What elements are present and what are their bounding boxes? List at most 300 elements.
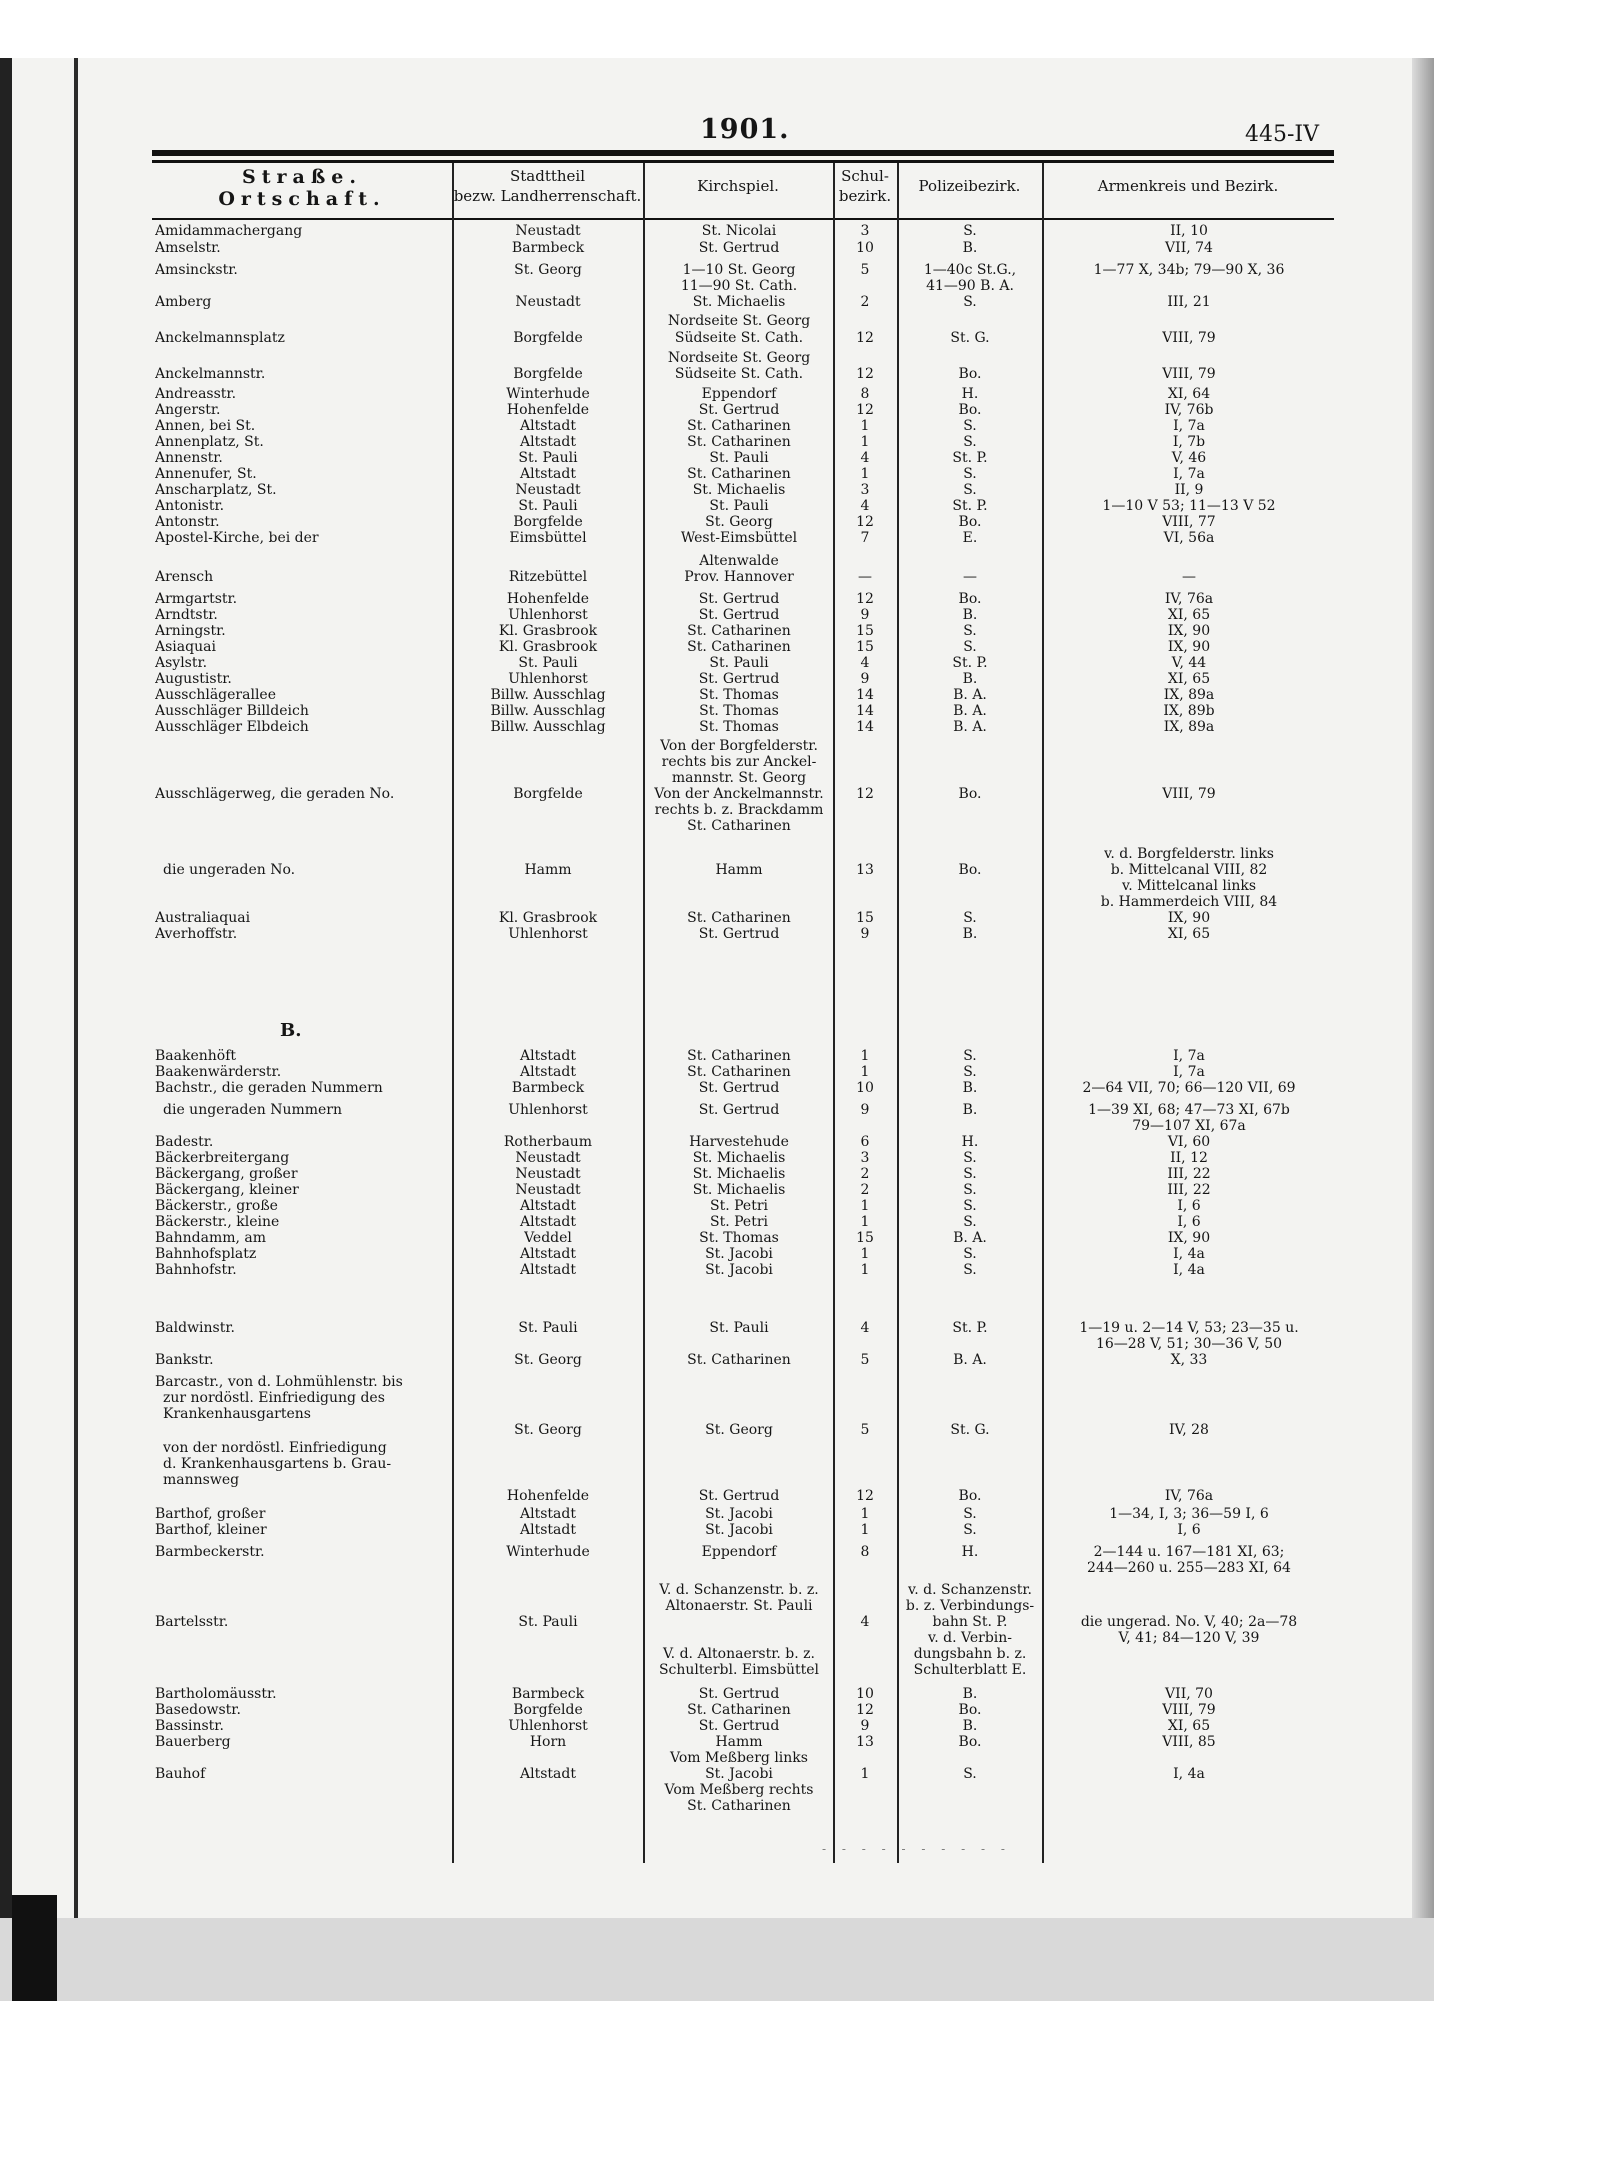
parish-cell: St. Gertrud xyxy=(698,607,780,623)
street-name: Asiaquai xyxy=(155,639,216,655)
street-name: Bahndamm, am xyxy=(155,1230,267,1246)
school-cell: 1 xyxy=(860,1766,870,1782)
parish-cell: Altonaerstr. St. Pauli xyxy=(665,1598,813,1614)
poor-district-cell: IV, 76b xyxy=(1164,402,1214,418)
table-row xyxy=(0,1472,1600,1488)
table-row xyxy=(0,330,1600,346)
police-cell: Bo. xyxy=(958,1702,982,1718)
table-row xyxy=(0,846,1600,862)
police-cell: Bo. xyxy=(958,1734,982,1750)
district-cell: Neustadt xyxy=(515,223,581,239)
district-cell: Veddel xyxy=(524,1230,572,1246)
street-name: Annenstr. xyxy=(155,450,223,466)
scan-corner-mark xyxy=(12,1895,57,2001)
street-name: d. Krankenhausgartens b. Grau- xyxy=(163,1456,392,1472)
parish-cell: St. Jacobi xyxy=(705,1522,773,1538)
poor-district-cell: III, 21 xyxy=(1167,294,1211,310)
police-cell: S. xyxy=(963,1182,977,1198)
table-row xyxy=(0,240,1600,256)
table-row xyxy=(0,607,1600,623)
table-row xyxy=(0,366,1600,382)
table-row xyxy=(0,1734,1600,1750)
school-cell: 12 xyxy=(856,786,874,802)
district-cell: Kl. Grasbrook xyxy=(498,623,598,639)
school-cell: 4 xyxy=(860,655,870,671)
street-name: Ausschläger Elbdeich xyxy=(155,719,309,735)
district-cell: Neustadt xyxy=(515,482,581,498)
police-cell: B. xyxy=(962,1102,978,1118)
police-cell: bahn St. P. xyxy=(932,1614,1008,1630)
school-cell: 4 xyxy=(860,498,870,514)
police-cell: S. xyxy=(963,1766,977,1782)
table-row xyxy=(0,738,1600,754)
poor-district-cell: IV, 76a xyxy=(1164,1488,1214,1504)
table-row xyxy=(0,1750,1600,1766)
poor-district-cell: VIII, 79 xyxy=(1162,786,1216,802)
poor-district-cell: IX, 90 xyxy=(1167,1230,1211,1246)
school-cell: 3 xyxy=(860,223,870,239)
police-cell: B. xyxy=(962,607,978,623)
poor-district-cell: VI, 60 xyxy=(1167,1134,1211,1150)
parish-cell: Nordseite St. Georg xyxy=(667,350,811,366)
street-name: Antonstr. xyxy=(155,514,220,530)
parish-cell: St. Catharinen xyxy=(687,639,791,655)
poor-district-cell: 1—19 u. 2—14 V, 53; 23—35 u. xyxy=(1079,1320,1299,1336)
street-name: die ungeraden Nummern xyxy=(163,1102,343,1118)
table-row xyxy=(0,450,1600,466)
parish-cell: St. Georg xyxy=(705,1422,773,1438)
table-row xyxy=(0,569,1600,585)
parish-cell: rechts b. z. Brackdamm xyxy=(654,802,824,818)
district-cell: Neustadt xyxy=(515,1150,581,1166)
school-cell: 1 xyxy=(860,418,870,434)
district-cell: Barmbeck xyxy=(511,1686,585,1702)
poor-district-cell: 244—260 u. 255—283 XI, 64 xyxy=(1087,1560,1291,1576)
poor-district-cell: 79—107 XI, 67a xyxy=(1132,1118,1246,1134)
table-row xyxy=(0,1662,1600,1678)
street-name: Bahnhofstr. xyxy=(155,1262,237,1278)
school-cell: 8 xyxy=(860,1544,870,1560)
table-row xyxy=(0,466,1600,482)
district-cell: Borgfelde xyxy=(513,514,583,530)
school-cell: 1 xyxy=(860,1246,870,1262)
poor-district-cell: II, 10 xyxy=(1170,223,1208,239)
school-cell: 10 xyxy=(856,1686,874,1702)
column-header-district-line1: Stadttheil xyxy=(509,167,586,185)
street-name: Bäckerstr., große xyxy=(155,1198,278,1214)
police-cell: St. P. xyxy=(952,498,988,514)
poor-district-cell: XI, 65 xyxy=(1167,607,1211,623)
street-name: Bankstr. xyxy=(155,1352,214,1368)
street-name: Armgartstr. xyxy=(155,591,238,607)
parish-cell: St. Catharinen xyxy=(687,434,791,450)
table-row xyxy=(0,350,1600,366)
street-name: Bäckerstr., kleine xyxy=(155,1214,280,1230)
poor-district-cell: IX, 89a xyxy=(1163,719,1215,735)
poor-district-cell: IX, 90 xyxy=(1167,639,1211,655)
street-name: Bäckergang, kleiner xyxy=(155,1182,299,1198)
street-name: Baakenhöft xyxy=(155,1048,237,1064)
parish-cell: St. Gertrud xyxy=(698,591,780,607)
police-cell: S. xyxy=(963,1064,977,1080)
table-row xyxy=(0,1390,1600,1406)
table-row xyxy=(0,1798,1600,1814)
street-name: Averhoffstr. xyxy=(155,926,238,942)
district-cell: Borgfelde xyxy=(513,330,583,346)
parish-cell: St. Gertrud xyxy=(698,926,780,942)
street-name: Andreasstr. xyxy=(155,386,237,402)
street-name: Arningstr. xyxy=(155,623,226,639)
parish-cell: Prov. Hannover xyxy=(684,569,794,585)
district-cell: Winterhude xyxy=(506,1544,590,1560)
table-row xyxy=(0,655,1600,671)
poor-district-cell: I, 6 xyxy=(1177,1198,1201,1214)
table-row xyxy=(0,1440,1600,1456)
poor-district-cell: 1—77 X, 34b; 79—90 X, 36 xyxy=(1093,262,1285,278)
police-cell: — xyxy=(963,569,977,585)
district-cell: St. Georg xyxy=(514,1422,582,1438)
poor-district-cell: I, 4a xyxy=(1173,1262,1205,1278)
poor-district-cell: 2—64 VII, 70; 66—120 VII, 69 xyxy=(1082,1080,1296,1096)
table-row xyxy=(0,482,1600,498)
parish-cell: 1—10 St. Georg xyxy=(682,262,796,278)
district-cell: Uhlenhorst xyxy=(508,607,588,623)
table-row xyxy=(0,1686,1600,1702)
table-row xyxy=(0,418,1600,434)
poor-district-cell: II, 12 xyxy=(1170,1150,1208,1166)
street-name: Augustistr. xyxy=(155,671,232,687)
district-cell: Eimsbüttel xyxy=(509,530,587,546)
district-cell: Altstadt xyxy=(520,418,576,434)
police-cell: S. xyxy=(963,1166,977,1182)
table-row xyxy=(0,530,1600,546)
police-cell: S. xyxy=(963,910,977,926)
police-cell: B. xyxy=(962,1080,978,1096)
district-cell: Kl. Grasbrook xyxy=(498,910,598,926)
poor-district-cell: 2—144 u. 167—181 XI, 63; xyxy=(1093,1544,1285,1560)
school-cell: 7 xyxy=(860,530,870,546)
poor-district-cell: II, 9 xyxy=(1174,482,1204,498)
parish-cell: St. Jacobi xyxy=(705,1506,773,1522)
school-cell: 15 xyxy=(856,910,874,926)
poor-district-cell: I, 6 xyxy=(1177,1522,1201,1538)
police-cell: Bo. xyxy=(958,786,982,802)
table-row xyxy=(0,1598,1600,1614)
district-cell: Borgfelde xyxy=(513,1702,583,1718)
parish-cell: West-Eimsbüttel xyxy=(680,530,798,546)
street-name: Australiaquai xyxy=(155,910,251,926)
table-row xyxy=(0,1246,1600,1262)
section-letter: B. xyxy=(280,1020,302,1041)
school-cell: — xyxy=(858,569,872,585)
table-row xyxy=(0,1630,1600,1646)
police-cell: S. xyxy=(963,434,977,450)
district-cell: Rotherbaum xyxy=(503,1134,593,1150)
school-cell: 6 xyxy=(860,1134,870,1150)
police-cell: H. xyxy=(961,386,979,402)
parish-cell: St. Georg xyxy=(705,514,773,530)
parish-cell: St. Catharinen xyxy=(687,623,791,639)
street-name: Ausschläger Billdeich xyxy=(155,703,309,719)
street-name: Barthof, kleiner xyxy=(155,1522,267,1538)
school-cell: 5 xyxy=(860,1422,870,1438)
parish-cell: Harvestehude xyxy=(689,1134,789,1150)
street-name: Angerstr. xyxy=(155,402,221,418)
police-cell: 1—40c St.G., xyxy=(923,262,1017,278)
district-cell: St. Pauli xyxy=(518,498,578,514)
column-header-poor: Armenkreis und Bezirk. xyxy=(1097,177,1279,195)
street-name: Arndtstr. xyxy=(155,607,218,623)
table-row xyxy=(0,1582,1600,1598)
table-row xyxy=(0,1048,1600,1064)
school-cell: 9 xyxy=(860,1718,870,1734)
table-row xyxy=(0,402,1600,418)
school-cell: 1 xyxy=(860,1064,870,1080)
poor-district-cell: I, 7a xyxy=(1173,418,1205,434)
police-cell: B. xyxy=(962,1686,978,1702)
school-cell: 12 xyxy=(856,330,874,346)
police-cell: B. A. xyxy=(953,687,987,703)
poor-district-cell: VII, 70 xyxy=(1165,1686,1213,1702)
district-cell: Hohenfelde xyxy=(506,1488,590,1504)
police-cell: S. xyxy=(963,623,977,639)
poor-district-cell: — xyxy=(1182,569,1196,585)
poor-district-cell: I, 7a xyxy=(1173,1064,1205,1080)
district-cell: Altstadt xyxy=(520,1048,576,1064)
table-row xyxy=(0,639,1600,655)
table-row xyxy=(0,434,1600,450)
school-cell: 1 xyxy=(860,1522,870,1538)
poor-district-cell: IV, 28 xyxy=(1169,1422,1209,1438)
district-cell: Neustadt xyxy=(515,1182,581,1198)
parish-cell: St. Pauli xyxy=(709,655,769,671)
poor-district-cell: XI, 65 xyxy=(1167,671,1211,687)
parish-cell: St. Thomas xyxy=(699,703,779,719)
school-cell: 14 xyxy=(856,719,874,735)
table-row xyxy=(0,1320,1600,1336)
parish-cell: St. Catharinen xyxy=(687,1048,791,1064)
district-cell: Horn xyxy=(529,1734,567,1750)
school-cell: 13 xyxy=(856,1734,874,1750)
school-cell: 1 xyxy=(860,1198,870,1214)
table-row xyxy=(0,719,1600,735)
street-name: Amsinckstr. xyxy=(155,262,238,278)
poor-district-cell: XI, 65 xyxy=(1167,926,1211,942)
poor-district-cell: IV, 76a xyxy=(1164,591,1214,607)
table-row xyxy=(0,770,1600,786)
police-cell: E. xyxy=(962,530,978,546)
parish-cell: St. Gertrud xyxy=(698,1102,780,1118)
school-cell: 3 xyxy=(860,482,870,498)
street-name: Amberg xyxy=(155,294,212,310)
police-cell: St. P. xyxy=(952,450,988,466)
poor-district-cell: IX, 90 xyxy=(1167,623,1211,639)
table-row xyxy=(0,1352,1600,1368)
district-cell: Uhlenhorst xyxy=(508,671,588,687)
poor-district-cell: VIII, 79 xyxy=(1162,1702,1216,1718)
table-row xyxy=(0,786,1600,802)
police-cell: b. z. Verbindungs- xyxy=(905,1598,1035,1614)
police-cell: Bo. xyxy=(958,862,982,878)
table-row xyxy=(0,278,1600,294)
police-cell: S. xyxy=(963,639,977,655)
district-cell: St. Georg xyxy=(514,262,582,278)
table-row xyxy=(0,926,1600,942)
table-row xyxy=(0,1150,1600,1166)
street-name: Bauhof xyxy=(155,1766,206,1782)
poor-district-cell: V, 44 xyxy=(1171,655,1207,671)
parish-cell: St. Pauli xyxy=(709,1320,769,1336)
district-cell: Billw. Ausschlag xyxy=(490,703,606,719)
district-cell: Winterhude xyxy=(506,386,590,402)
poor-district-cell: III, 22 xyxy=(1167,1182,1211,1198)
school-cell: 1 xyxy=(860,1262,870,1278)
district-cell: Ritzebüttel xyxy=(508,569,588,585)
police-cell: B. xyxy=(962,1718,978,1734)
police-cell: S. xyxy=(963,1522,977,1538)
street-name: Amidammachergang xyxy=(155,223,303,239)
parish-cell: Altenwalde xyxy=(699,553,779,569)
police-cell: S. xyxy=(963,466,977,482)
district-cell: Altstadt xyxy=(520,1064,576,1080)
district-cell: Neustadt xyxy=(515,294,581,310)
table-row xyxy=(0,910,1600,926)
parish-cell: St. Thomas xyxy=(699,719,779,735)
parish-cell: St. Thomas xyxy=(699,687,779,703)
poor-district-cell: b. Mittelcanal VIII, 82 xyxy=(1110,862,1268,878)
page-number: 445-IV xyxy=(1245,122,1320,147)
poor-district-cell: 1—39 XI, 68; 47—73 XI, 67b xyxy=(1088,1102,1290,1118)
table-row xyxy=(0,802,1600,818)
poor-district-cell: XI, 65 xyxy=(1167,1718,1211,1734)
parish-cell: St. Catharinen xyxy=(687,1798,791,1814)
parish-cell: Vom Meßberg links xyxy=(670,1750,808,1766)
page-year: 1901. xyxy=(700,114,790,145)
poor-district-cell: XI, 64 xyxy=(1167,386,1211,402)
table-row xyxy=(0,553,1600,569)
district-cell: Billw. Ausschlag xyxy=(490,687,606,703)
police-cell: B. A. xyxy=(953,703,987,719)
column-header-district-line2: bezw. Landherrenschaft. xyxy=(453,187,642,205)
district-cell: Borgfelde xyxy=(513,366,583,382)
parish-cell: St. Gertrud xyxy=(698,671,780,687)
school-cell: 1 xyxy=(860,1506,870,1522)
police-cell: Bo. xyxy=(958,402,982,418)
street-name: Annen, bei St. xyxy=(155,418,256,434)
parish-cell: St. Michaelis xyxy=(692,1150,786,1166)
district-cell: Altstadt xyxy=(520,1522,576,1538)
table-row xyxy=(0,1214,1600,1230)
parish-cell: St. Pauli xyxy=(709,450,769,466)
police-cell: S. xyxy=(963,418,977,434)
police-cell: dungsbahn b. z. xyxy=(913,1646,1027,1662)
school-cell: 3 xyxy=(860,1150,870,1166)
street-name: Barcastr., von d. Lohmühlenstr. bis xyxy=(155,1374,403,1390)
street-name: mannsweg xyxy=(163,1472,240,1488)
street-name: Badestr. xyxy=(155,1134,214,1150)
table-row xyxy=(0,1102,1600,1118)
parish-cell: St. Gertrud xyxy=(698,402,780,418)
parish-cell: St. Gertrud xyxy=(698,1686,780,1702)
district-cell: Altstadt xyxy=(520,1246,576,1262)
street-name: Ausschlägerweg, die geraden No. xyxy=(155,786,395,802)
street-name: Bachstr., die geraden Nummern xyxy=(155,1080,383,1096)
school-cell: 10 xyxy=(856,1080,874,1096)
parish-cell: St. Gertrud xyxy=(698,1080,780,1096)
parish-cell: St. Catharinen xyxy=(687,818,791,834)
table-row xyxy=(0,894,1600,910)
table-row xyxy=(0,1080,1600,1096)
district-cell: Hamm xyxy=(524,862,572,878)
table-row xyxy=(0,818,1600,834)
police-cell: H. xyxy=(961,1544,979,1560)
table-row xyxy=(0,1506,1600,1522)
police-cell: B. xyxy=(962,671,978,687)
parish-cell: St. Petri xyxy=(710,1198,768,1214)
school-cell: 4 xyxy=(860,1614,870,1630)
parish-cell: Hamm xyxy=(715,1734,763,1750)
parish-cell: St. Gertrud xyxy=(698,1488,780,1504)
table-row xyxy=(0,1522,1600,1538)
poor-district-cell: I, 7b xyxy=(1172,434,1206,450)
street-name: Bauerberg xyxy=(155,1734,231,1750)
table-row xyxy=(0,223,1600,239)
street-name: Amselstr. xyxy=(155,240,221,256)
table-row xyxy=(0,1118,1600,1134)
street-name: Annenplatz, St. xyxy=(155,434,264,450)
school-cell: 2 xyxy=(860,1182,870,1198)
district-cell: Altstadt xyxy=(520,1506,576,1522)
poor-district-cell: VI, 56a xyxy=(1163,530,1215,546)
parish-cell: St. Gertrud xyxy=(698,1718,780,1734)
parish-cell: St. Michaelis xyxy=(692,482,786,498)
parish-cell: St. Jacobi xyxy=(705,1246,773,1262)
column-header-police: Polizeibezirk. xyxy=(918,177,1021,195)
school-cell: 12 xyxy=(856,1488,874,1504)
table-row xyxy=(0,1614,1600,1630)
parish-cell: St. Catharinen xyxy=(687,418,791,434)
police-cell: St. G. xyxy=(950,330,990,346)
poor-district-cell: IX, 89b xyxy=(1163,703,1215,719)
table-row xyxy=(0,386,1600,402)
poor-district-cell: 16—28 V, 51; 30—36 V, 50 xyxy=(1095,1336,1283,1352)
street-name: Antonistr. xyxy=(155,498,225,514)
street-name: Barthof, großer xyxy=(155,1506,266,1522)
school-cell: 10 xyxy=(856,240,874,256)
district-cell: Uhlenhorst xyxy=(508,926,588,942)
parish-cell: St. Gertrud xyxy=(698,240,780,256)
parish-cell: mannstr. St. Georg xyxy=(671,770,807,786)
school-cell: 9 xyxy=(860,607,870,623)
police-cell: S. xyxy=(963,1506,977,1522)
street-name: Anscharplatz, St. xyxy=(155,482,277,498)
police-cell: St. P. xyxy=(952,1320,988,1336)
poor-district-cell: 1—10 V 53; 11—13 V 52 xyxy=(1102,498,1276,514)
district-cell: St. Pauli xyxy=(518,450,578,466)
street-name: die ungeraden No. xyxy=(163,862,296,878)
school-cell: 12 xyxy=(856,514,874,530)
column-header-school-line1: Schul- xyxy=(841,167,889,185)
table-row xyxy=(0,1422,1600,1438)
table-row xyxy=(0,1544,1600,1560)
district-cell: St. Pauli xyxy=(518,655,578,671)
school-cell: 9 xyxy=(860,1102,870,1118)
street-name: Annenufer, St. xyxy=(155,466,257,482)
parish-cell: Schulterbl. Eimsbüttel xyxy=(658,1662,820,1678)
poor-district-cell: b. Hammerdeich VIII, 84 xyxy=(1100,894,1278,910)
parish-cell: St. Catharinen xyxy=(687,1352,791,1368)
police-cell: Bo. xyxy=(958,366,982,382)
